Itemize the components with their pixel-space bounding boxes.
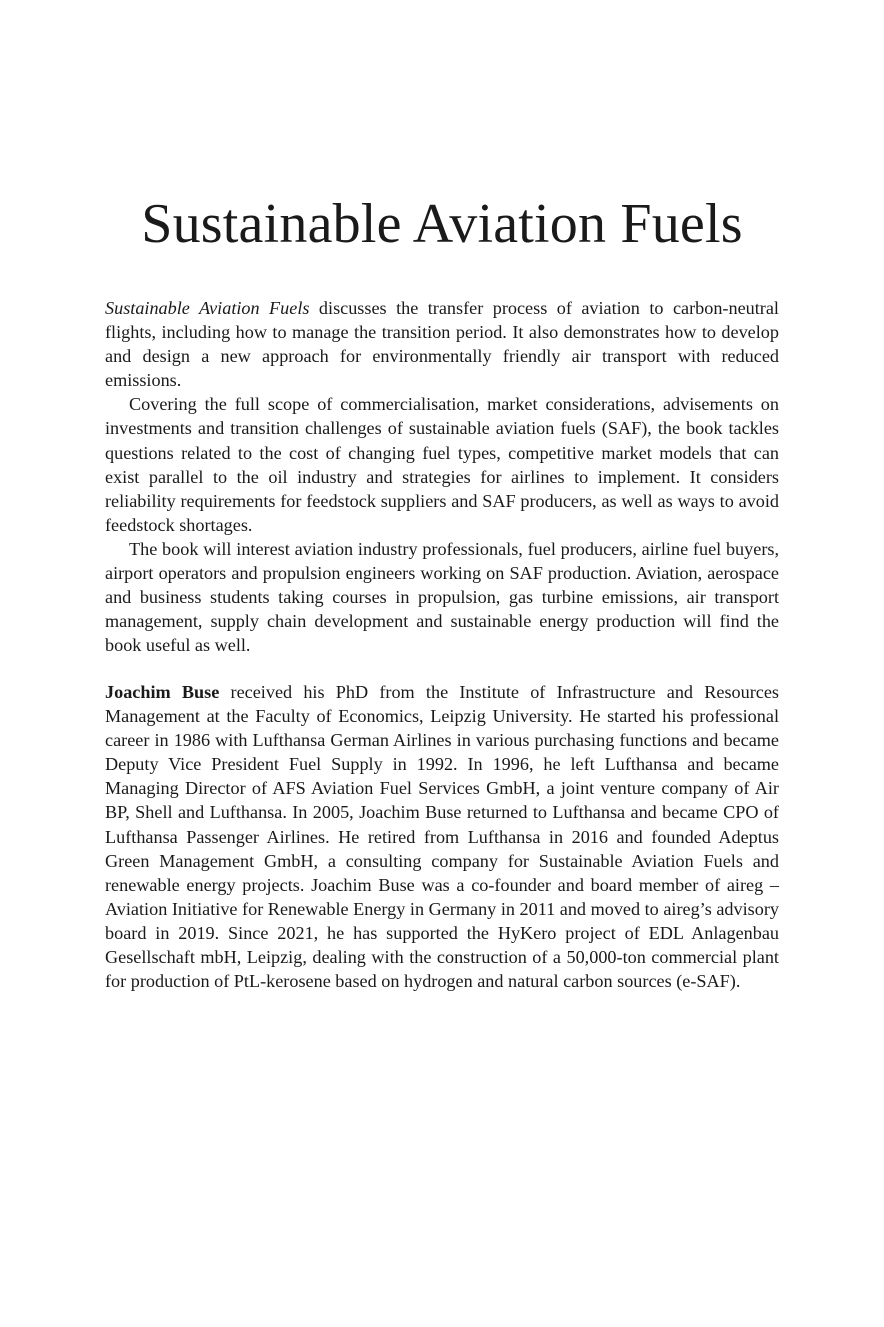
- author-name: Joachim Buse: [105, 682, 220, 702]
- author-biography: [105, 680, 779, 993]
- author-bio-text: received his PhD from the Institute of Infrastructure and Resources Management at the Faculty of Economics, Leipzig University. He started his professional career in 1986 with Lufthansa German Airlines in various purchasing functions and became Deputy Vice President Fuel Supply in 1992. In 1996, he left Lufthansa and became Managing Director of AFS Aviation Fuel Services GmbH, a joint venture company of Air BP, Shell and Lufthansa. In 2005, Joachim Buse returned to Lufthansa and became CPO of Lufthansa Passenger Airlines. He retired from Lufthansa in 2016 and founded Adeptus Green Management GmbH, a consulting company for Sustainable Aviation Fuels and renewable energy projects. Joachim Buse was a co-founder and board member of aireg – Aviation Initiative for Renewable Energy in Germany in 2011 and moved to aireg’s advisory board in 2019. Since 2021, he has supported the HyKero project of EDL Anlagenbau Gesellschaft mbH, Leipzig, dealing with the construction of a 50,000-ton commercial plant for production of PtL-kerosene based on hydrogen and natural carbon sources (e-SAF).: [105, 682, 779, 992]
- description-paragraph-1: [105, 296, 779, 392]
- description-paragraph-1-text: discusses the transfer process of aviation to carbon-neutral flights, including how to manage the transition period. It also demonstrates how to develop and design a new approach for environmentally friendly air transport with reduced emissions.: [105, 298, 779, 391]
- book-title-italic: Sustainable Aviation Fuels: [105, 298, 310, 318]
- author-bio-paragraph: [105, 680, 779, 993]
- description-paragraph-2: Covering the full scope of commercialisation, market considerations, advisements on investments and transition challenges of sustainable aviation fuels (SAF), the book tackles questions related to the cost of changing fuel types, competitive market models that can exist parallel to the oil industry and strategies for airlines to implement. It considers reliability requirements for feedstock suppliers and SAF producers, as well as ways to avoid feedstock shortages.: [105, 394, 779, 535]
- book-title: Sustainable Aviation Fuels: [141, 193, 743, 255]
- description-paragraph-3: The book will interest aviation industry professionals, fuel producers, airline fuel buyers, airport operators and propulsion engineers working on SAF production. Aviation, aerospace and business students taking courses in propulsion, gas turbine emissions, air transport management, supply chain development and sustainable energy production will find the book useful as well.: [105, 538, 779, 656]
- book-description: [105, 296, 779, 657]
